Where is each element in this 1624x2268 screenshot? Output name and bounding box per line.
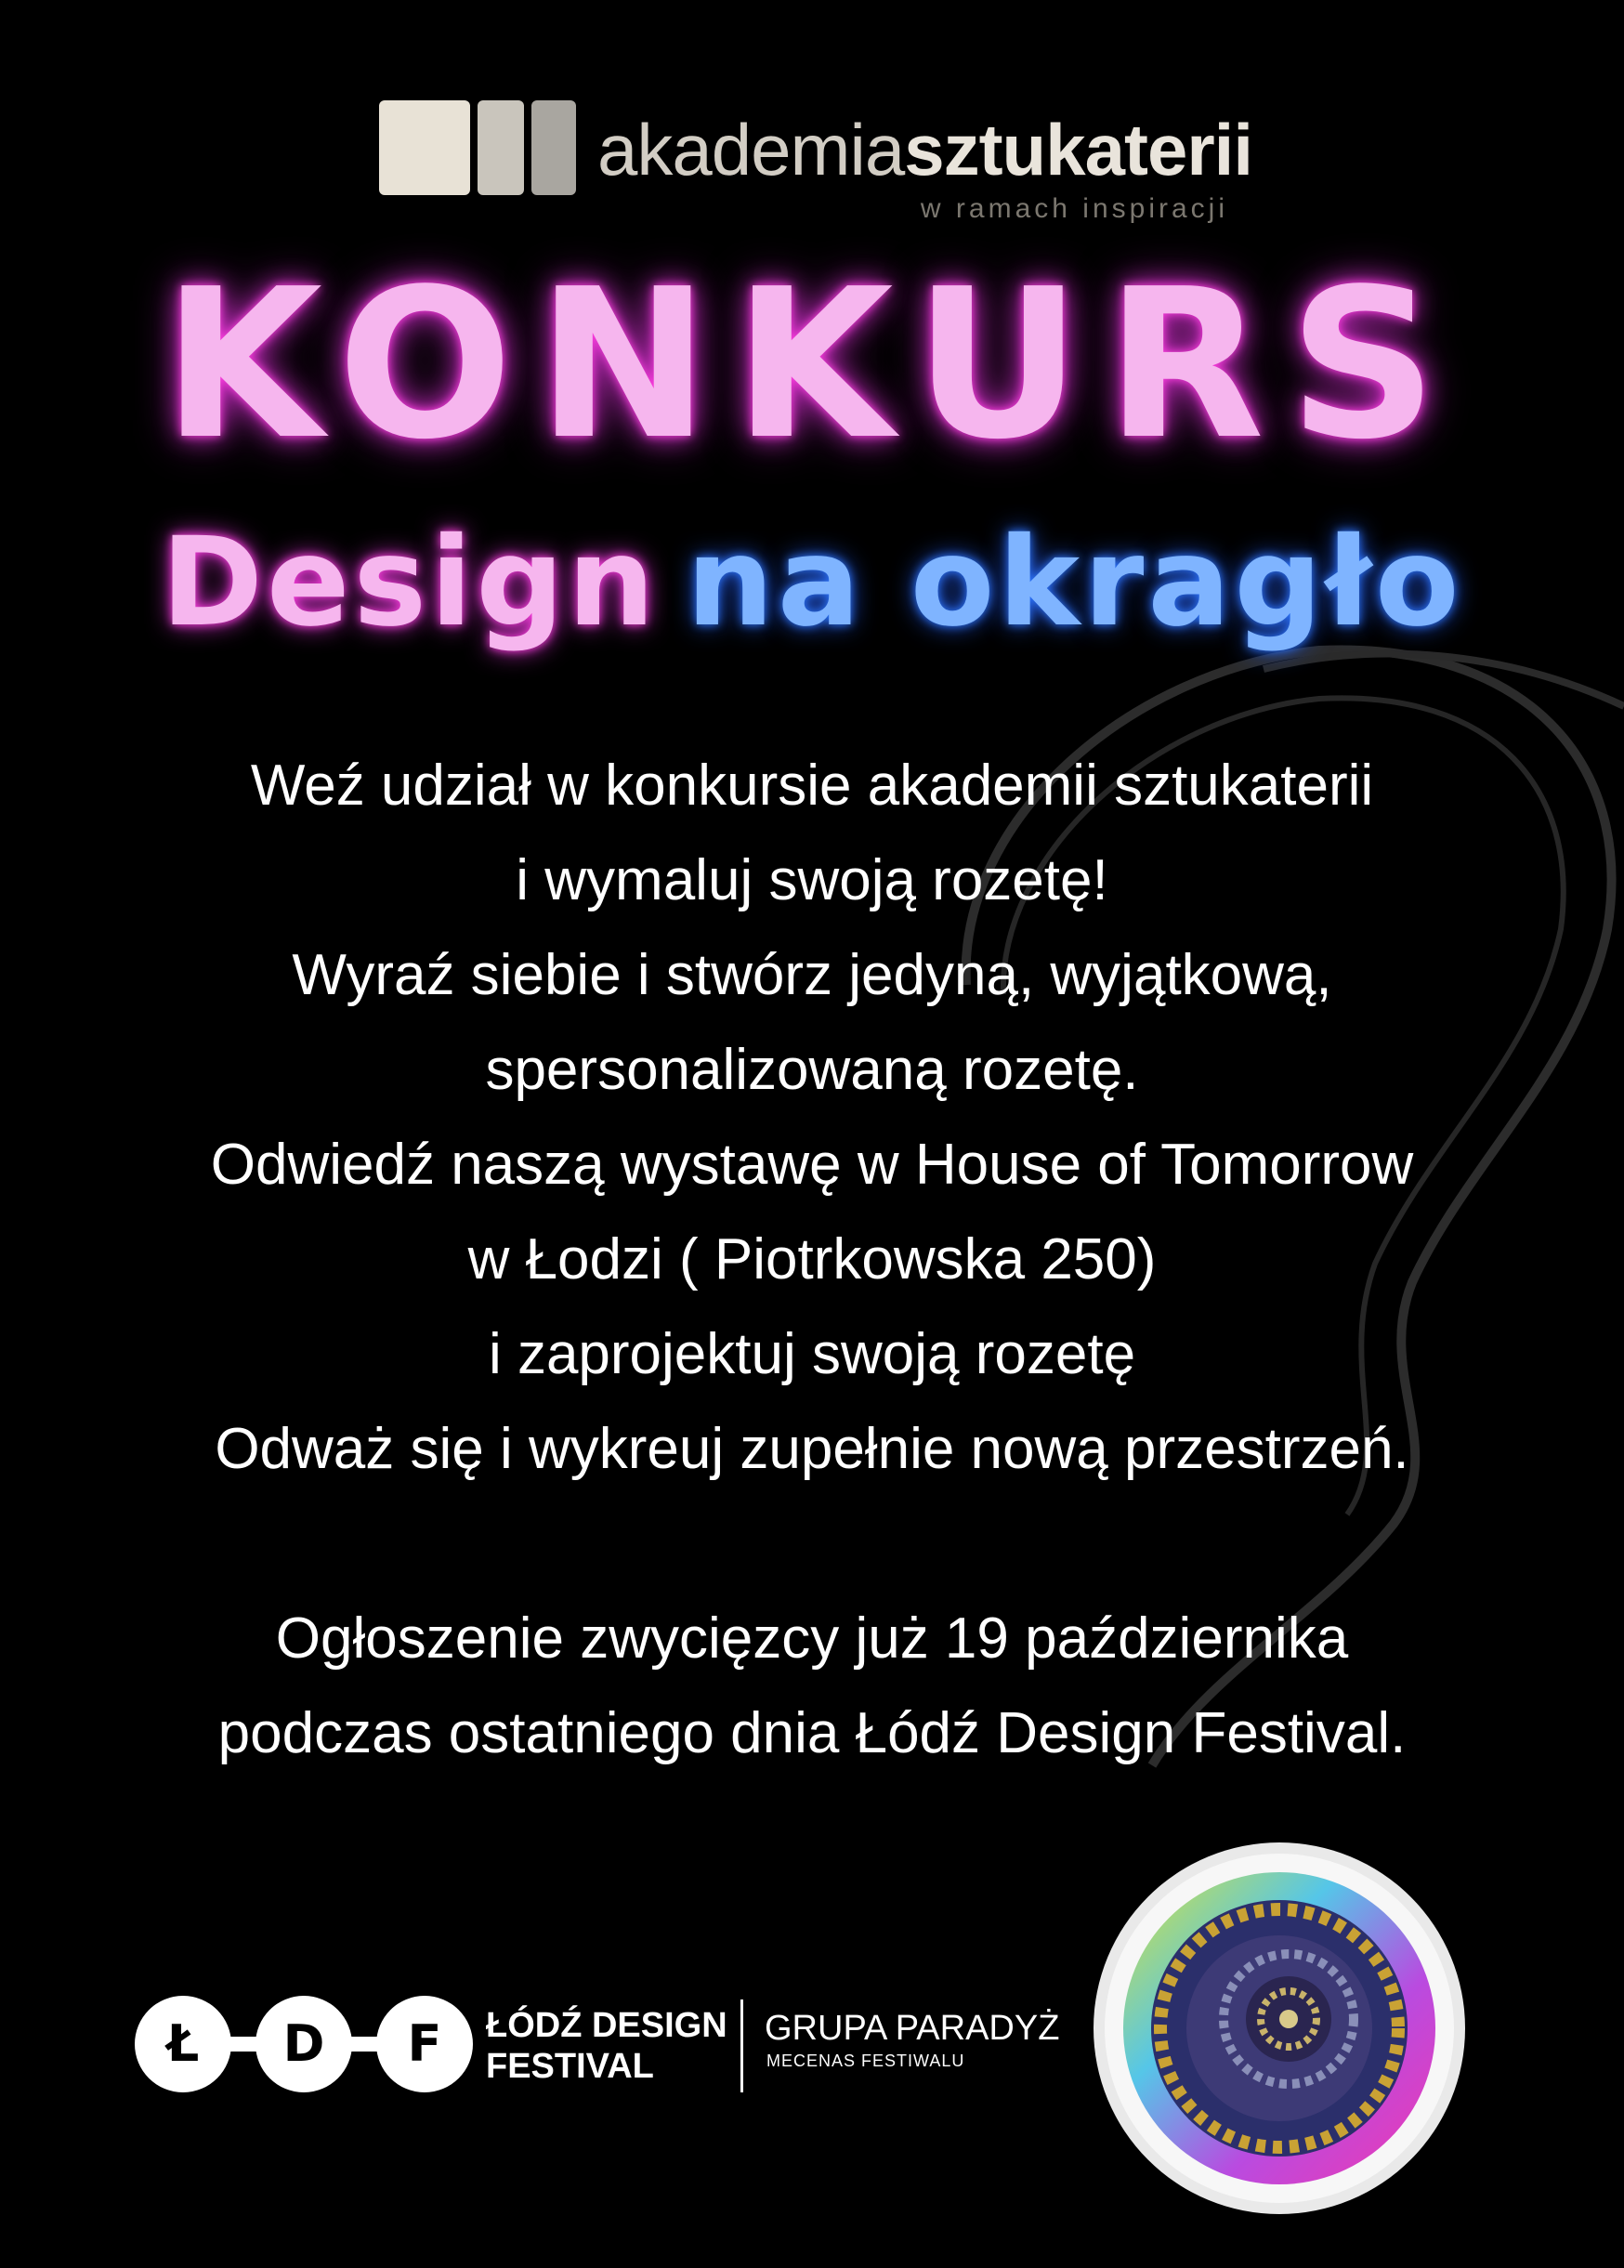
lodz-design-festival-logo bbox=[135, 1996, 1064, 2098]
ldf-letter-f: F bbox=[376, 1996, 473, 2092]
logo-square-mid bbox=[478, 100, 524, 195]
akademia-sztukaterii-logo bbox=[379, 100, 1253, 226]
headline-subtitle bbox=[0, 513, 1624, 652]
festival-name-line2: FESTIVAL bbox=[486, 2047, 654, 2086]
logo-square-dark bbox=[531, 100, 576, 195]
announcement-line: podczas ostatniego dnia Łódź Design Festival. bbox=[217, 1701, 1407, 1765]
description-line: spersonalizowaną rozetę. bbox=[485, 1038, 1139, 1102]
logo-word-bold: sztukaterii bbox=[904, 109, 1253, 190]
festival-name-line1: ŁÓDŹ DESIGN bbox=[486, 2006, 727, 2045]
logo-wordmark bbox=[597, 108, 1252, 191]
contest-description bbox=[0, 739, 1624, 1781]
description-line: w Łodzi ( Piotrkowska 250) bbox=[467, 1227, 1157, 1291]
description-line: Wyraź siebie i stwórz jedyną, wyjątkową, bbox=[292, 943, 1332, 1007]
logo-square-light bbox=[379, 100, 470, 195]
painted-rosette-image bbox=[1089, 1838, 1470, 2219]
sponsor-subtitle: MECENAS FESTIWALU bbox=[766, 2052, 965, 2070]
subtitle-blue: na okragło bbox=[686, 511, 1463, 654]
sponsor-name: GRUPA PARADYŻ bbox=[765, 2009, 1060, 2048]
logo-word-light: akademia bbox=[597, 109, 905, 190]
headline-title: KONKURS bbox=[163, 245, 1461, 485]
description-line: i wymaluj swoją rozetę! bbox=[516, 848, 1108, 912]
ldf-letter-l: Ł bbox=[135, 1996, 231, 2092]
announcement-line: Ogłoszenie zwycięzcy już 19 października bbox=[275, 1606, 1349, 1671]
description-line: Odwiedź naszą wystawę w House of Tomorrow bbox=[210, 1133, 1414, 1197]
festival-name bbox=[486, 2005, 727, 2087]
description-line: i zaprojektuj swoją rozetę bbox=[488, 1322, 1136, 1386]
subtitle-pink: Design bbox=[161, 511, 659, 654]
logo-tagline: w ramach inspiracji bbox=[920, 193, 1228, 224]
ldf-letter-d: D bbox=[255, 1996, 352, 2092]
footer-divider bbox=[740, 1999, 743, 2092]
paragraph-gap bbox=[0, 1497, 1624, 1592]
description-line: Odważ się i wykreuj zupełnie nową przestrzeń. bbox=[215, 1417, 1409, 1481]
description-line: Weź udział w konkursie akademii sztukaterii bbox=[250, 754, 1374, 818]
